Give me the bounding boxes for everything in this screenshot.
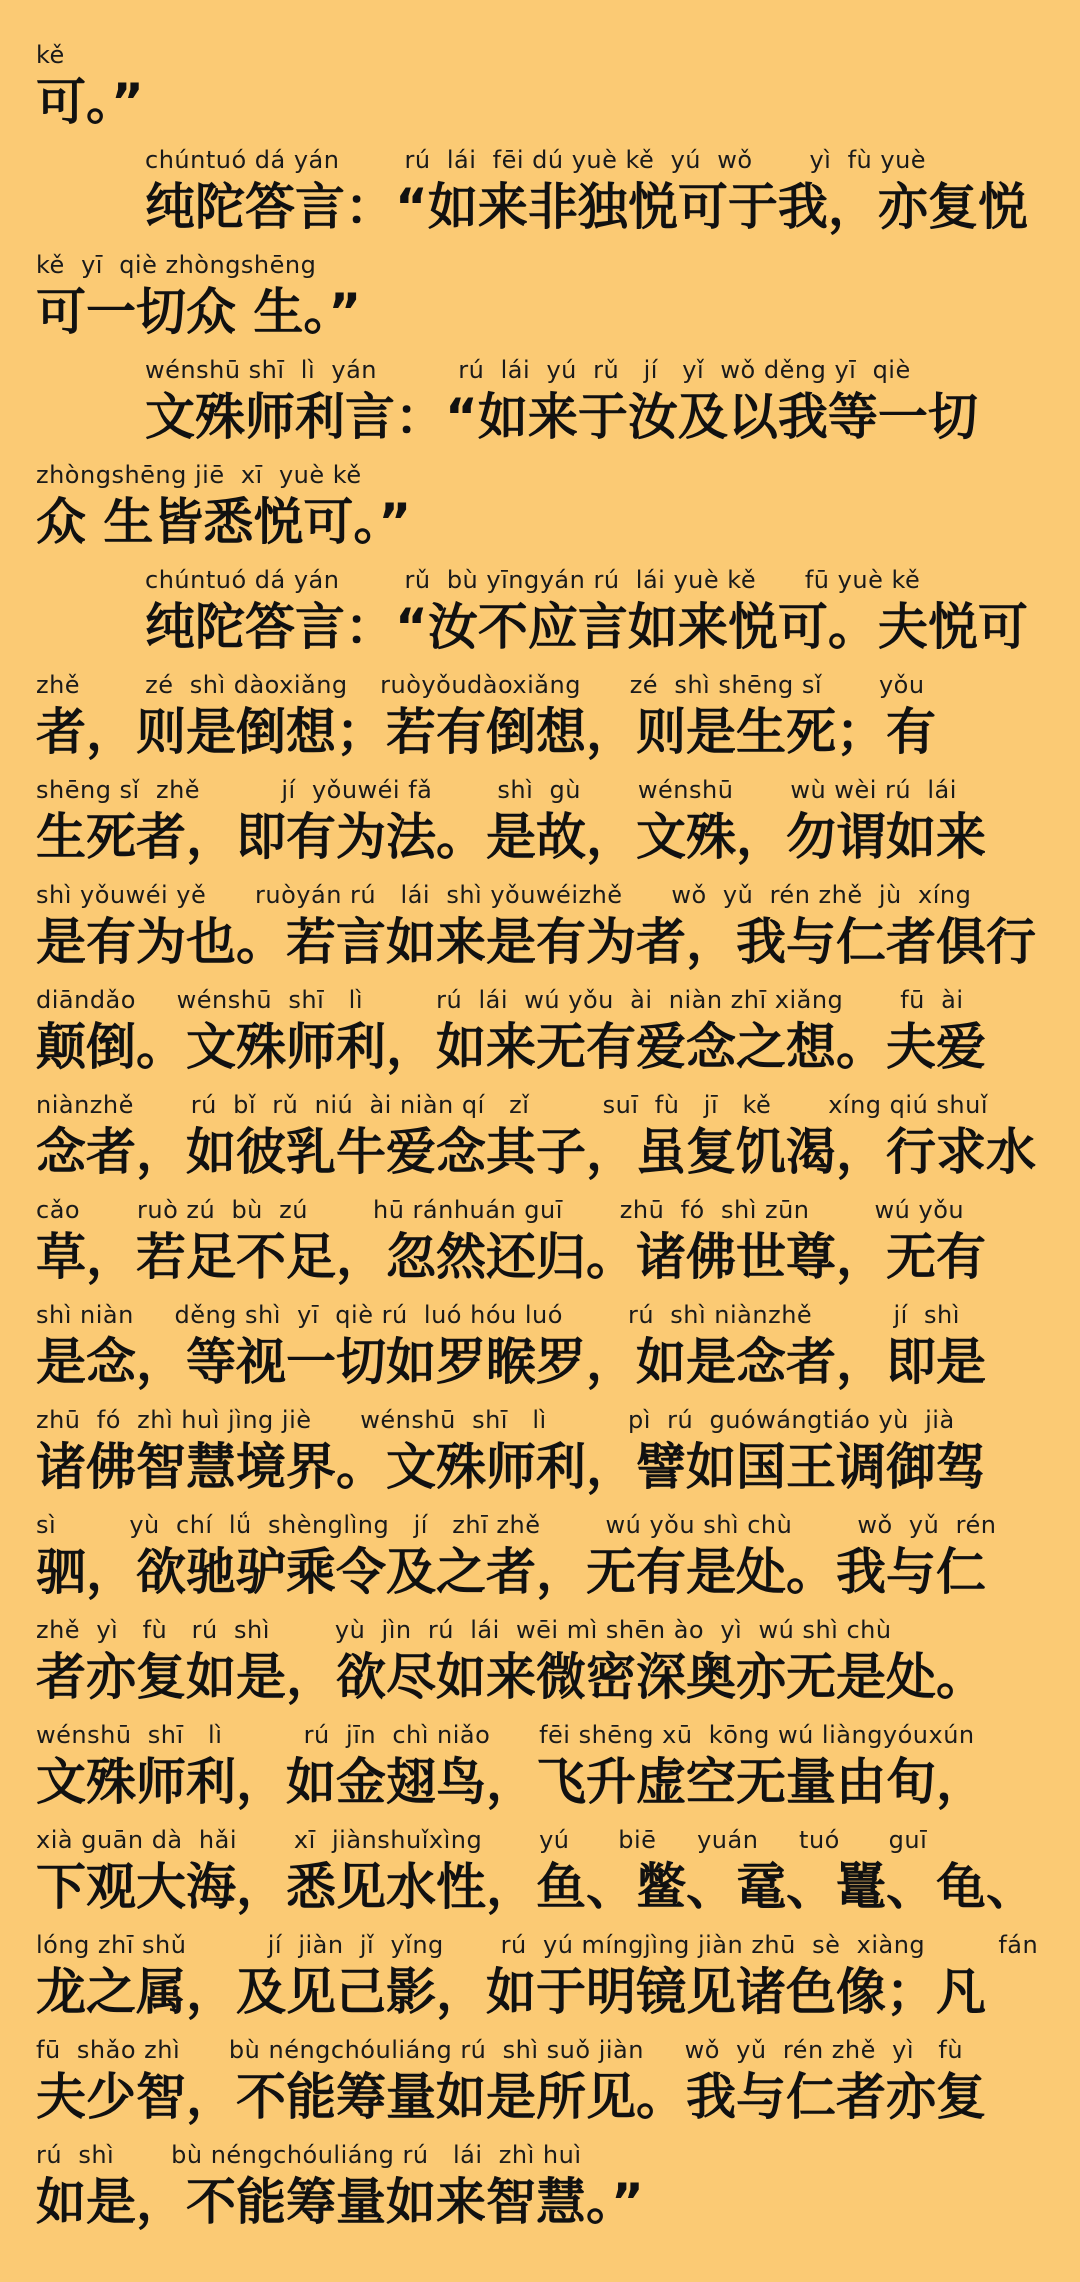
hanzi: 文殊师利言：“如来于汝及以我等一切 [145, 388, 978, 446]
text-line-3 [36, 250, 1046, 342]
pinyin: xià guān dà hǎi xī jiànshuǐxìng yú biē yuán tuó guī [36, 1826, 928, 1854]
text-line-2 [145, 145, 1045, 237]
pinyin: wénshū shī lì yán rú lái yú rǔ jí yǐ wǒ děng yī qiè [145, 356, 911, 384]
hanzi: 念者，如彼乳牛爱念其子，虽复饥渴，行求水 [36, 1123, 1036, 1181]
pinyin: niànzhě rú bǐ rǔ niú ài niàn qí zǐ suī fù jī kě xíng qiú shuǐ [36, 1091, 988, 1119]
hanzi: 夫少智，不能筹量如是所见。我与仁者亦复 [36, 2068, 986, 2126]
hanzi: 驷，欲驰驴乘令及之者，无有是处。我与仁 [36, 1543, 986, 1601]
pinyin: sì yù chí lǘ shènglìng jí zhī zhě wú yǒu shì chù wǒ yǔ rén [36, 1511, 997, 1539]
text-line-5 [36, 460, 1046, 552]
pinyin: shēng sǐ zhě jí yǒuwéi fǎ shì gù wénshū wù wèi rú lái [36, 776, 957, 804]
pinyin: rú shì bù néngchóuliáng rú lái zhì huì [36, 2141, 582, 2169]
pinyin: shì yǒuwéi yě ruòyán rú lái shì yǒuwéizhě wǒ yǔ rén zhě jù xíng [36, 881, 972, 909]
text-line-18 [36, 1825, 1046, 1917]
pinyin: zhě yì fù rú shì yù jìn rú lái wēi mì shēn ào yì wú shì chù [36, 1616, 892, 1644]
text-line-8 [36, 775, 1046, 867]
pinyin: chúntuó dá yán rú lái fēi dú yuè kě yú wǒ yì fù yuè [145, 146, 927, 174]
hanzi: 下观大海，悉见水性，鱼、鳖、鼋、鼍、龟、 [36, 1858, 1036, 1916]
text-line-6 [145, 565, 1045, 657]
text-line-21 [36, 2140, 1046, 2232]
pinyin: wénshū shī lì rú jīn chì niǎo fēi shēng xū kōng wú liàngyóuxún [36, 1721, 975, 1749]
pinyin: zhě zé shì dàoxiǎng ruòyǒudàoxiǎng zé shì shēng sǐ yǒu [36, 671, 925, 699]
text-line-12 [36, 1195, 1046, 1287]
pinyin: shì niàn děng shì yī qiè rú luó hóu luó rú shì niànzhě jí shì [36, 1301, 960, 1329]
pinyin: lóng zhī shǔ jí jiàn jǐ yǐng rú yú míngjìng jiàn zhū sè xiàng fán [36, 1931, 1039, 1959]
hanzi: 可一切众 生。” [36, 283, 362, 341]
text-line-16 [36, 1615, 1046, 1707]
hanzi: 是有为也。若言如来是有为者，我与仁者俱行 [36, 913, 1036, 971]
text-line-20 [36, 2035, 1046, 2127]
pinyin: diāndǎo wénshū shī lì rú lái wú yǒu ài niàn zhī xiǎng fū ài [36, 986, 964, 1014]
hanzi: 龙之属，及见己影，如于明镜见诸色像；凡 [36, 1963, 986, 2021]
hanzi: 草，若足不足，忽然还归。诸佛世尊，无有 [36, 1228, 986, 1286]
text-line-1 [36, 40, 1046, 132]
text-line-13 [36, 1300, 1046, 1392]
text-line-14 [36, 1405, 1046, 1497]
hanzi: 文殊师利，如金翅鸟，飞升虚空无量由旬， [36, 1753, 986, 1811]
pinyin: zhòngshēng jiē xī yuè kě [36, 461, 362, 489]
hanzi: 生死者，即有为法。是故，文殊，勿谓如来 [36, 808, 986, 866]
hanzi: 纯陀答言：“如来非独悦可于我，亦复悦 [145, 178, 1028, 236]
hanzi: 者亦复如是，欲尽如来微密深奥亦无是处。 [36, 1648, 986, 1706]
hanzi: 如是，不能筹量如来智慧。” [36, 2173, 644, 2231]
hanzi: 颠倒。文殊师利，如来无有爱念之想。夫爱 [36, 1018, 986, 1076]
text-line-11 [36, 1090, 1046, 1182]
hanzi: 者，则是倒想；若有倒想，则是生死；有 [36, 703, 936, 761]
pinyin: cǎo ruò zú bù zú hū ránhuán guī zhū fó shì zūn wú yǒu [36, 1196, 965, 1224]
text-line-17 [36, 1720, 1046, 1812]
text-line-4 [145, 355, 1045, 447]
pinyin: kě yī qiè zhòngshēng [36, 251, 317, 279]
pinyin: kě [36, 41, 65, 69]
pinyin: fū shǎo zhì bù néngchóuliáng rú shì suǒ jiàn wǒ yǔ rén zhě yì fù [36, 2036, 964, 2064]
hanzi: 诸佛智慧境界。文殊师利，譬如国王调御驾 [36, 1438, 986, 1496]
text-line-9 [36, 880, 1046, 972]
hanzi: 纯陀答言：“汝不应言如来悦可。夫悦可 [145, 598, 1028, 656]
pinyin: zhū fó zhì huì jìng jiè wénshū shī lì pì rú guówángtiáo yù jià [36, 1406, 955, 1434]
hanzi: 可。” [36, 73, 144, 131]
hanzi: 众 生皆悉悦可。” [36, 493, 412, 551]
text-line-19 [36, 1930, 1046, 2022]
hanzi: 是念，等视一切如罗睺罗，如是念者，即是 [36, 1333, 986, 1391]
text-line-10 [36, 985, 1046, 1077]
pinyin: chúntuó dá yán rǔ bù yīngyán rú lái yuè kě fū yuè kě [145, 566, 921, 594]
text-line-7 [36, 670, 1046, 762]
text-line-15 [36, 1510, 1046, 1602]
